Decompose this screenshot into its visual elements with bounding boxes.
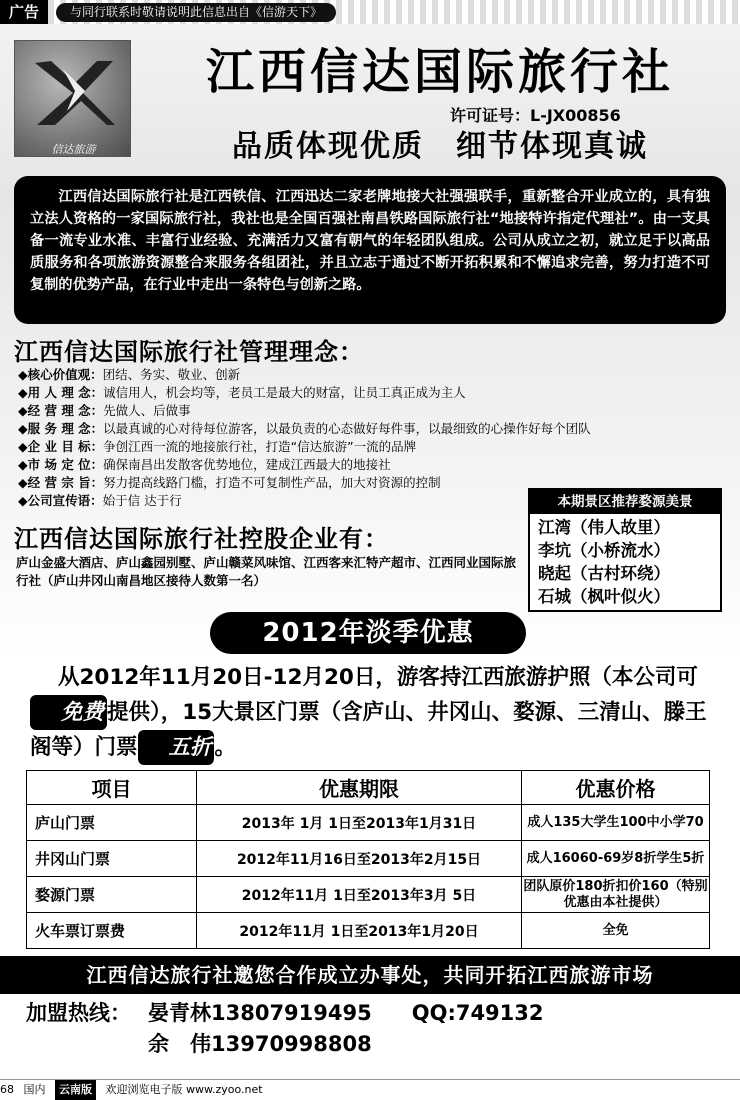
table-row: 婺源门票 2012年11月 1日至2013年3月 5日 团队原价180折扣价160（特别优惠由本社提供）	[27, 877, 710, 913]
list-item: 李坑（小桥流水）	[538, 541, 670, 560]
list-item: 晓起（古村环绕）	[538, 564, 670, 583]
scenic-list	[530, 514, 720, 610]
management-title: 江西信达国际旅行社管理理念：	[14, 338, 364, 366]
contact-block	[26, 998, 726, 1060]
column-header: 项目	[27, 771, 197, 805]
list-item: ◆公司宣传语：始于信 达于行	[18, 493, 182, 508]
table-row: 庐山门票 2013年 1月 1日至2013年1月31日 成人135大学生100中小学70	[27, 805, 710, 841]
list-item: 江湾（伟人故里）	[538, 518, 670, 537]
license-number: 许可证号：L-JX00856	[450, 106, 621, 125]
invite-banner: 江西信达旅行社邀您合作成立办事处，共同开拓江西旅游市场	[0, 956, 740, 994]
table-row: 井冈山门票 2012年11月16日至2013年2月15日 成人16060-69岁8折学生5折	[27, 841, 710, 877]
free-badge: 免费	[30, 695, 107, 730]
ad-tag: 广告	[0, 0, 48, 24]
discount-table	[26, 770, 710, 949]
page-number: 68	[0, 1083, 14, 1096]
slogan: 品质体现优质 细节体现真诚	[232, 129, 648, 164]
page-footer	[0, 1079, 740, 1100]
contact-person-1: 晏青林13807919495	[148, 1001, 372, 1025]
list-item: ◆市 场 定 位：确保南昌出发散客优势地位，建成江西最大的地接社	[18, 457, 391, 472]
scenic-recommend-box	[528, 488, 722, 612]
list-item: ◆经 营 理 念：先做人、后做事	[18, 403, 191, 418]
table-row: 火车票订票费 2012年11月 1日至2013年1月20日 全免	[27, 913, 710, 949]
contact-row	[26, 998, 726, 1029]
holdings-text: 庐山金盛大酒店、庐山鑫园别墅、庐山赣菜风味馆、江西客来汇特产超市、江西同业国际旅行社（庐山井冈山南昌地区接待人数第一名）	[16, 555, 517, 588]
section-label: 国内	[23, 1083, 46, 1096]
qq-number: QQ:749132	[411, 1001, 544, 1025]
logo-mark-icon	[15, 41, 132, 141]
edition-label: 云南版	[55, 1080, 96, 1100]
contact-person-2: 余 伟13970998808	[148, 1032, 372, 1056]
source-notice: 与同行联系时敬请说明此信息出自《信游天下》	[56, 3, 336, 22]
company-intro: 江西信达国际旅行社是江西铁信、江西迅达二家老牌地接大社强强联手，重新整合开业成立的，具有独立法人资格的一家国际旅行社，我社也是全国百强社南昌铁路国际旅行社“地接特许指定代理社”。由一支具备一流专业水准、丰富行业经验、充满活力又富有朝气的年轻团队组成。公司从成立之初，就立足于以高品质服务和各项旅游资源整合来服务各组团社，并且立志于通过不断开拓积累和不懈追求完善，努力打造不可复制的优势产品，在行业中走出一条特色与创新之路。	[14, 176, 726, 324]
list-item: 石城（枫叶似火）	[538, 587, 670, 606]
footer-note: 欢迎浏览电子版 www.zyoo.net	[105, 1083, 263, 1096]
column-header: 优惠价格	[522, 771, 710, 805]
holdings-title: 江西信达国际旅行社控股企业有：	[14, 525, 389, 553]
company-logo	[14, 40, 131, 157]
contact-row	[26, 1029, 726, 1060]
half-price-badge: 五折	[138, 730, 215, 765]
list-item: ◆经 营 宗 旨：努力提高线路门槛，打造不可复制性产品，加大对资源的控制	[18, 475, 441, 490]
hotline-label: 加盟热线：	[26, 1001, 131, 1025]
logo-text: 信达旅游	[51, 143, 96, 156]
company-title: 江西信达国际旅行社	[205, 44, 674, 100]
list-item: ◆核心价值观：团结、务实、敬业、创新	[18, 367, 241, 382]
column-header: 优惠期限	[197, 771, 522, 805]
list-item: ◆服 务 理 念：以最真诚的心对待每位游客，以最负责的心态做好每件事，以最细致的心操作好每个团队	[18, 421, 591, 436]
scenic-header: 本期景区推荐婺源美景	[530, 490, 720, 514]
list-item: ◆企 业 目 标：争创江西一流的地接旅行社，打造“信达旅游”一流的品牌	[18, 439, 417, 454]
promo-text: 从2012年11月20日-12月20日，游客持江西旅游护照（本公司可免费 提供），15大景区门票（含庐山、井冈山、婺源、三清山、滕王阁等）门票 五折 。	[30, 660, 720, 765]
promo-banner: 2012年淡季优惠	[210, 612, 526, 654]
list-item: ◆用 人 理 念：诚信用人，机会均等，老员工是最大的财富，让员工真正成为主人	[18, 385, 466, 400]
table-header-row	[27, 771, 710, 805]
